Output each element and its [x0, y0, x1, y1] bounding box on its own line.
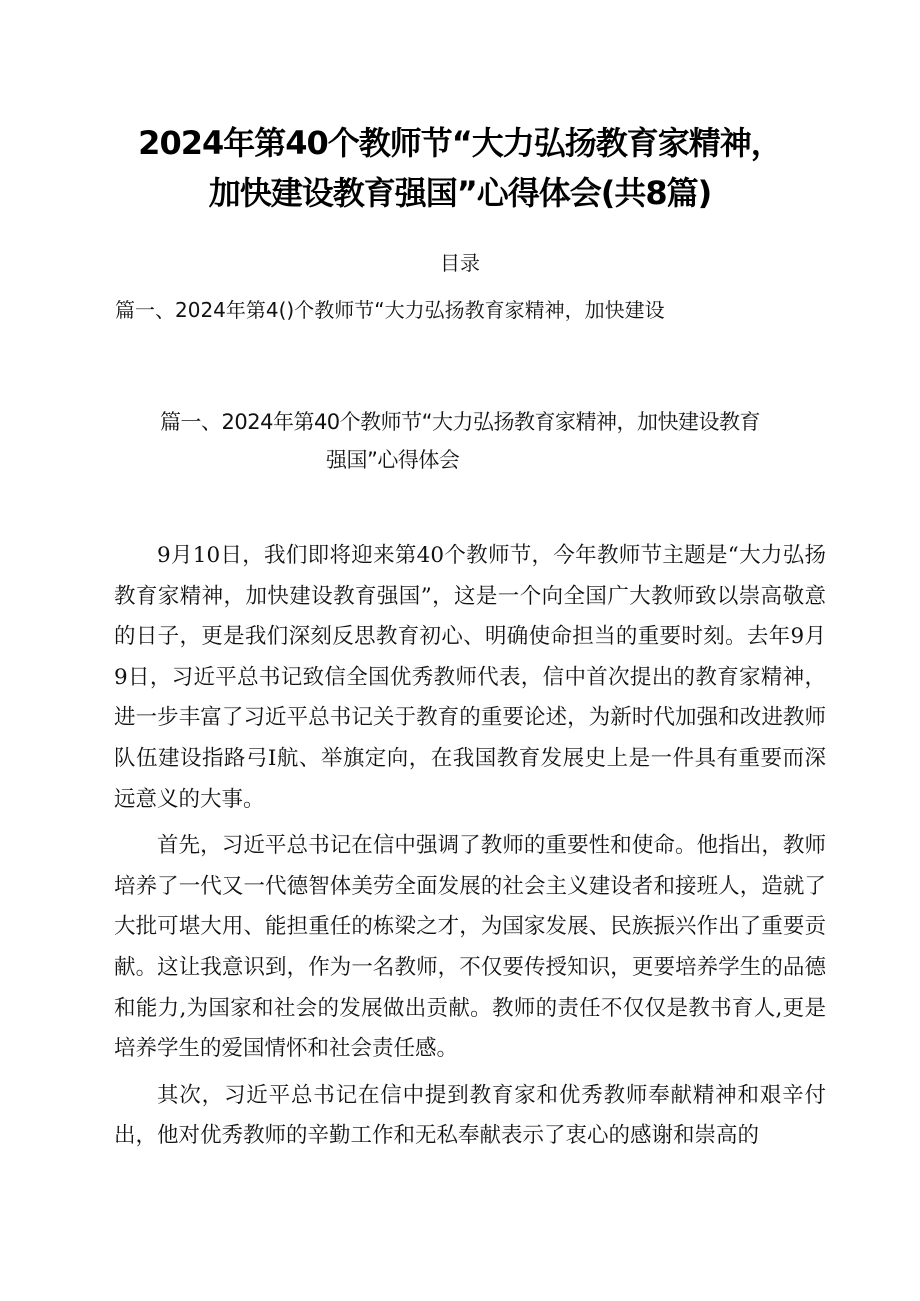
paragraph: 9月10日，我们即将迎来第40个教师节，今年教师节主题是“大力弘扬教育家精神，加快建设教育强国”，这是一个向全国广大教师致以崇高敬意的日子，更是我们深刻反思教育初心、明确使命担当的重要时刻。去年9月9日，习近平总书记致信全国优秀教师代表，信中首次提出的教育家精神，进一步丰富了习近平总书记关于教育的重要论述，为新时代加强和改进教师队伍建设指路弓I航、举旗定向，在我国教育发展史上是一件具有重要而深远意义的大事。: [114, 543, 826, 812]
paragraph: 首先，习近平总书记在信中强调了教师的重要性和使命。他指出，教师培养了一代又一代德智体美劳全面发展的社会主义建设者和接班人，造就了大批可堪大用、能担重任的栋梁之才，为国家发展、民族振兴作出了重要贡献。这让我意识到，作为一名教师，不仅要传授知识，更要培养学生的品德和能力,为国家和社会的发展做出贡献。教师的责任不仅仅是教书育人,更是培养学生的爱国情怀和社会责任感。: [114, 833, 826, 1062]
body-text: [114, 536, 826, 1163]
section-title-line-1: 篇一、2024年第40个教师节“大力弘扬教育家精神，加快建设教育: [160, 410, 761, 434]
toc-item[interactable]: 篇一、2024年第4()个教师节“大力弘扬教育家精神，加快建设: [115, 298, 665, 322]
section-title: [160, 403, 860, 479]
document-title: [0, 118, 920, 218]
title-line-2: 加快建设教育强国”心得体会(共8篇): [208, 174, 712, 212]
section-title-line-2: 强国”心得体会: [326, 448, 460, 472]
toc-heading: 目录: [440, 251, 480, 275]
paragraph: 其次，习近平总书记在信中提到教育家和优秀教师奉献精神和艰辛付出，他对优秀教师的辛勤工作和无私奉献表示了衷心的感谢和崇高的: [114, 1082, 826, 1149]
title-line-1: 2024年第40个教师节“大力弘扬教育家精神，: [138, 124, 782, 162]
